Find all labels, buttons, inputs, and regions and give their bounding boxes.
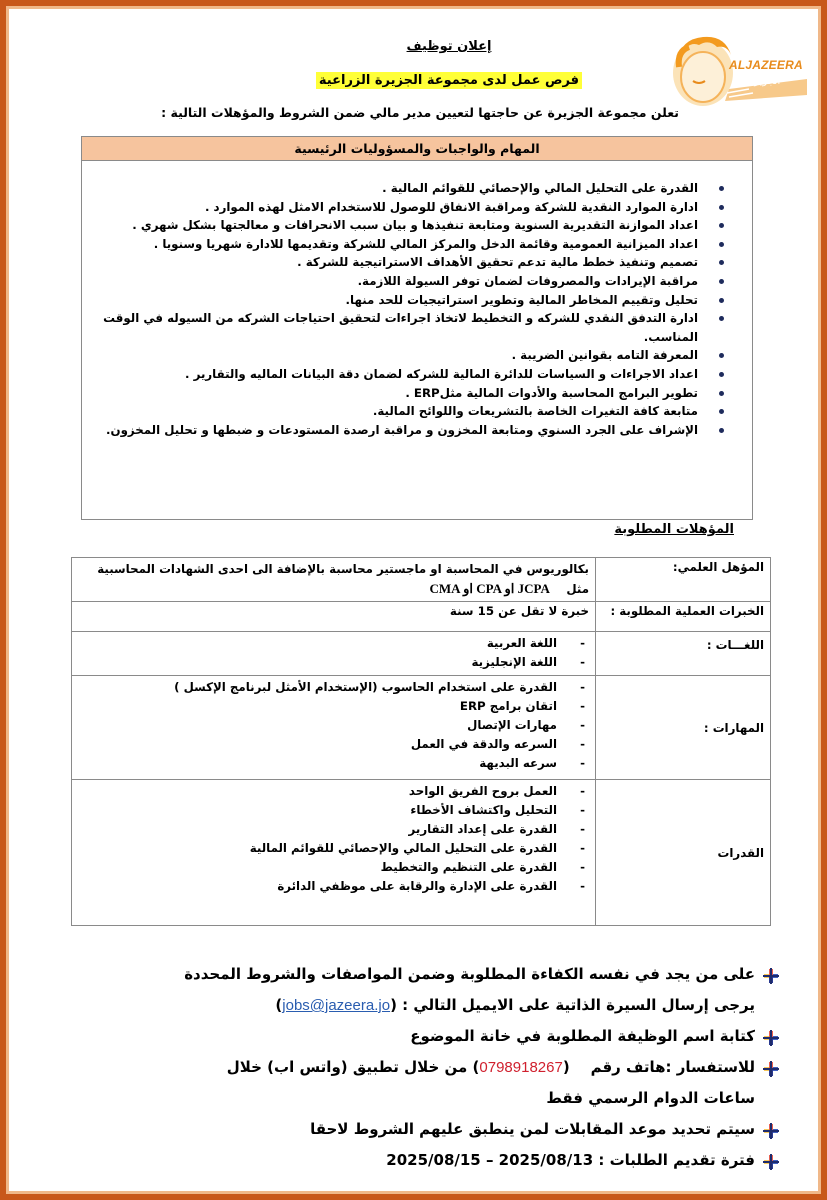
dash-icon: - [580, 756, 585, 770]
bullet-icon [719, 391, 724, 396]
dash-icon: - [580, 841, 585, 855]
bullet-icon [719, 316, 724, 321]
plus-bullet-icon [763, 1123, 779, 1139]
email-link[interactable]: jobs@jazeera.jo [282, 997, 391, 1014]
education-line1: بكالوريوس في المحاسبة او ماجستير محاسبة بالإضافة الى احدى الشهادات المحاسبية [97, 562, 589, 576]
dash-icon: - [580, 680, 585, 694]
value-experience: خبرة لا تقل عن 15 سنة [72, 602, 596, 632]
language-text: اللغة العربية [486, 636, 557, 650]
bullet-icon [719, 428, 724, 433]
duty-item [102, 421, 724, 440]
bullet-icon [719, 279, 724, 284]
company-logo [669, 31, 809, 109]
language-item [78, 653, 585, 672]
duty-text: اعداد الموازنة التقديرية السنوية ومتابعة تنفيذها و بيان سبب الانحرافات و معالجتها بشكل شهري . [132, 218, 698, 233]
inquiry-line1: للاستفسار :هاتف رقم (0798918267) من خلال تطبيق (واتس اب) خلال [226, 1058, 755, 1076]
plus-bullet-icon [763, 1030, 779, 1046]
value-languages [72, 632, 596, 676]
label-experience: الخبرات العملية المطلوبة : [596, 602, 771, 632]
bullet-icon [719, 372, 724, 377]
value-abilities [72, 780, 596, 926]
duty-item [102, 291, 724, 310]
skill-text: مهارات الإتصال [467, 718, 557, 732]
note-period [109, 1145, 779, 1176]
skill-text: اتقان برامج ERP [459, 699, 557, 713]
duties-box [81, 136, 753, 520]
duty-item [102, 253, 724, 272]
inquiry-line2: ساعات الدوام الرسمي فقط [546, 1089, 755, 1107]
skill-item [78, 678, 585, 697]
apply-line1: على من يجد في نفسه الكفاءة المطلوبة وضمن المواصفات والشروط المحددة [184, 965, 755, 983]
dash-icon: - [580, 860, 585, 874]
skill-text: السرعه والدقة في العمل [410, 737, 557, 751]
education-certs: CMA او CPA او JCPA [429, 581, 550, 596]
duties-header: المهام والواجبات والمسؤوليات الرئيسية [82, 137, 752, 161]
qualifications-heading: المؤهلات المطلوبة [614, 522, 734, 537]
skill-text: سرعه البديهة [479, 756, 557, 770]
note-inquiry [109, 1052, 779, 1114]
duty-text: الإشراف على الجرد السنوي ومتابعة المخزون و مراقبة ارصدة المستودعات و ضبطها و تحليل المخزون. [106, 422, 698, 437]
education-prefix: مثل [566, 582, 589, 596]
duty-text: تحليل وتقييم المخاطر المالية وتطوير استراتيجيات للحد منها. [345, 292, 698, 307]
ability-text: القدرة على الإدارة والرقابة على موظفي الدائرة [277, 879, 557, 893]
duty-text: ادارة التدفق النقدي للشركه و التخطيط لاتخاذ اجراءات لتحقيق احتياجات الشركه من السيوله في الوقت المناسب. [103, 311, 698, 344]
note-subject [109, 1021, 779, 1052]
education-line2 [78, 579, 589, 599]
dash-icon: - [580, 655, 585, 669]
logo-text-ar: الجزيرة [749, 76, 781, 87]
dash-icon: - [580, 803, 585, 817]
row-abilities [72, 780, 771, 926]
subject-text: كتابة اسم الوظيفة المطلوبة في خانة الموضوع [410, 1027, 755, 1045]
ability-item [78, 782, 585, 801]
bullet-icon [719, 242, 724, 247]
dash-icon: - [580, 822, 585, 836]
ability-text: القدرة على التنظيم والتخطيط [380, 860, 557, 874]
dash-icon: - [580, 737, 585, 751]
duty-item [102, 216, 724, 235]
label-abilities: القدرات [596, 780, 771, 926]
plus-bullet-icon [763, 1061, 779, 1077]
duty-item [102, 179, 724, 198]
period-value: 2025/08/15 – 2025/08/13 [386, 1151, 594, 1169]
duty-item [102, 309, 724, 346]
row-languages [72, 632, 771, 676]
abilities-list [78, 782, 589, 896]
duty-text: متابعة كافة التغيرات الخاصة بالتشريعات واللوائح المالية. [372, 404, 698, 419]
skill-item [78, 754, 585, 773]
dash-icon: - [580, 879, 585, 893]
bullet-icon [719, 186, 724, 191]
label-languages: اللغـــات : [596, 632, 771, 676]
application-notes [109, 959, 779, 1176]
ability-item [78, 801, 585, 820]
duty-text: اعداد الميزانية العمومية وقائمة الدخل والمركز المالي للشركة وتقديمها للادارة شهريا وسنويا . [153, 236, 698, 251]
skills-list [78, 678, 589, 773]
duty-text: تطوير البرامج المحاسبة والأدوات المالية مثلERP . [405, 385, 698, 400]
bullet-icon [719, 353, 724, 358]
duty-item [102, 198, 724, 217]
label-skills: المهارات : [596, 676, 771, 780]
page-subtitle [309, 69, 589, 88]
skill-text: القدرة على استخدام الحاسوب (الإستخدام الأمثل لبرنامج الإكسل ) [174, 680, 557, 694]
duty-text: القدرة على التحليل المالي والإحصائي للقوائم المالية . [382, 181, 698, 195]
page-title: إعلان توظيف [406, 39, 492, 54]
ability-text: القدرة على التحليل المالي والإحصائي للقوائم المالية [249, 841, 557, 855]
skill-item [78, 697, 585, 716]
value-education [72, 558, 596, 602]
ability-item [78, 839, 585, 858]
skill-item [78, 735, 585, 754]
bullet-icon [719, 298, 724, 303]
duty-text: تصميم وتنفيذ خطط مالية تدعم تحقيق الأهداف الاستراتيجية للشركة . [297, 255, 698, 270]
note-interviews [109, 1114, 779, 1145]
logo-text-en: ALJAZEERA [729, 58, 803, 72]
ability-item [78, 877, 585, 896]
apply-line2-text: يرجى إرسال السيرة الذاتية على الايميل التالي : [402, 996, 755, 1014]
languages-list [78, 634, 589, 672]
bullet-icon [719, 223, 724, 228]
dash-icon: - [580, 718, 585, 732]
duty-item [102, 402, 724, 421]
qualifications-table [71, 557, 771, 926]
duty-item [102, 235, 724, 254]
duties-list [82, 161, 752, 439]
phone-number[interactable]: 0798918267 [479, 1059, 563, 1076]
dash-icon: - [580, 699, 585, 713]
inquiry-prefix: للاستفسار :هاتف رقم [590, 1058, 755, 1076]
ability-text: التحليل واكتشاف الأخطاء [410, 803, 557, 817]
duty-item [102, 365, 724, 384]
duty-text: المعرفة التامه بقوانين الضريبة . [511, 348, 698, 363]
interviews-text: سيتم تحديد موعد المقابلات لمن ينطبق عليهم الشروط لاحقا [310, 1120, 755, 1138]
apply-line2: يرجى إرسال السيرة الذاتية على الايميل التالي : (jobs@jazeera.jo) [275, 996, 755, 1014]
row-skills [72, 676, 771, 780]
row-experience [72, 602, 771, 632]
plus-bullet-icon [763, 1154, 779, 1170]
duty-item [102, 346, 724, 365]
bullet-icon [719, 260, 724, 265]
page-content [9, 9, 818, 1191]
row-education [72, 558, 771, 602]
dash-icon: - [580, 784, 585, 798]
ability-item [78, 820, 585, 839]
note-apply [109, 959, 779, 1021]
intro-text: تعلن مجموعة الجزيرة عن حاجتها لتعيين مدير مالي ضمن الشروط والمؤهلات التالية : [161, 105, 679, 120]
duty-item [102, 272, 724, 291]
language-item [78, 634, 585, 653]
subtitle-highlight: فرص عمل لدى مجموعة الجزيرة الزراعية [316, 72, 582, 89]
value-skills [72, 676, 596, 780]
skill-item [78, 716, 585, 735]
duty-text: ادارة الموارد النقدية للشركة ومراقبة الانفاق للوصول للاستخدام الامثل لهذه الموارد . [204, 199, 698, 214]
language-text: اللغة الإنجليزية [471, 655, 557, 669]
duty-item [102, 384, 724, 403]
dash-icon: - [580, 636, 585, 650]
ability-text: العمل بروح الفريق الواحد [408, 784, 557, 798]
ability-item [78, 858, 585, 877]
plus-bullet-icon [763, 968, 779, 984]
bullet-icon [719, 205, 724, 210]
inquiry-suffix: من خلال تطبيق (واتس اب) خلال [226, 1058, 468, 1076]
duty-text: اعداد الاجراءات و السياسات للدائرة المالية للشركه لضمان دقة البيانات الماليه والتقارير . [185, 366, 698, 381]
duty-text: مراقبة الإيرادات والمصروفات لضمان توفر السيولة اللازمة. [357, 273, 698, 288]
label-education: المؤهل العلمي: [596, 558, 771, 602]
bullet-icon [719, 409, 724, 414]
ability-text: القدرة على إعداد التقارير [408, 822, 557, 836]
period-label: فترة تقديم الطلبات : [598, 1151, 755, 1169]
